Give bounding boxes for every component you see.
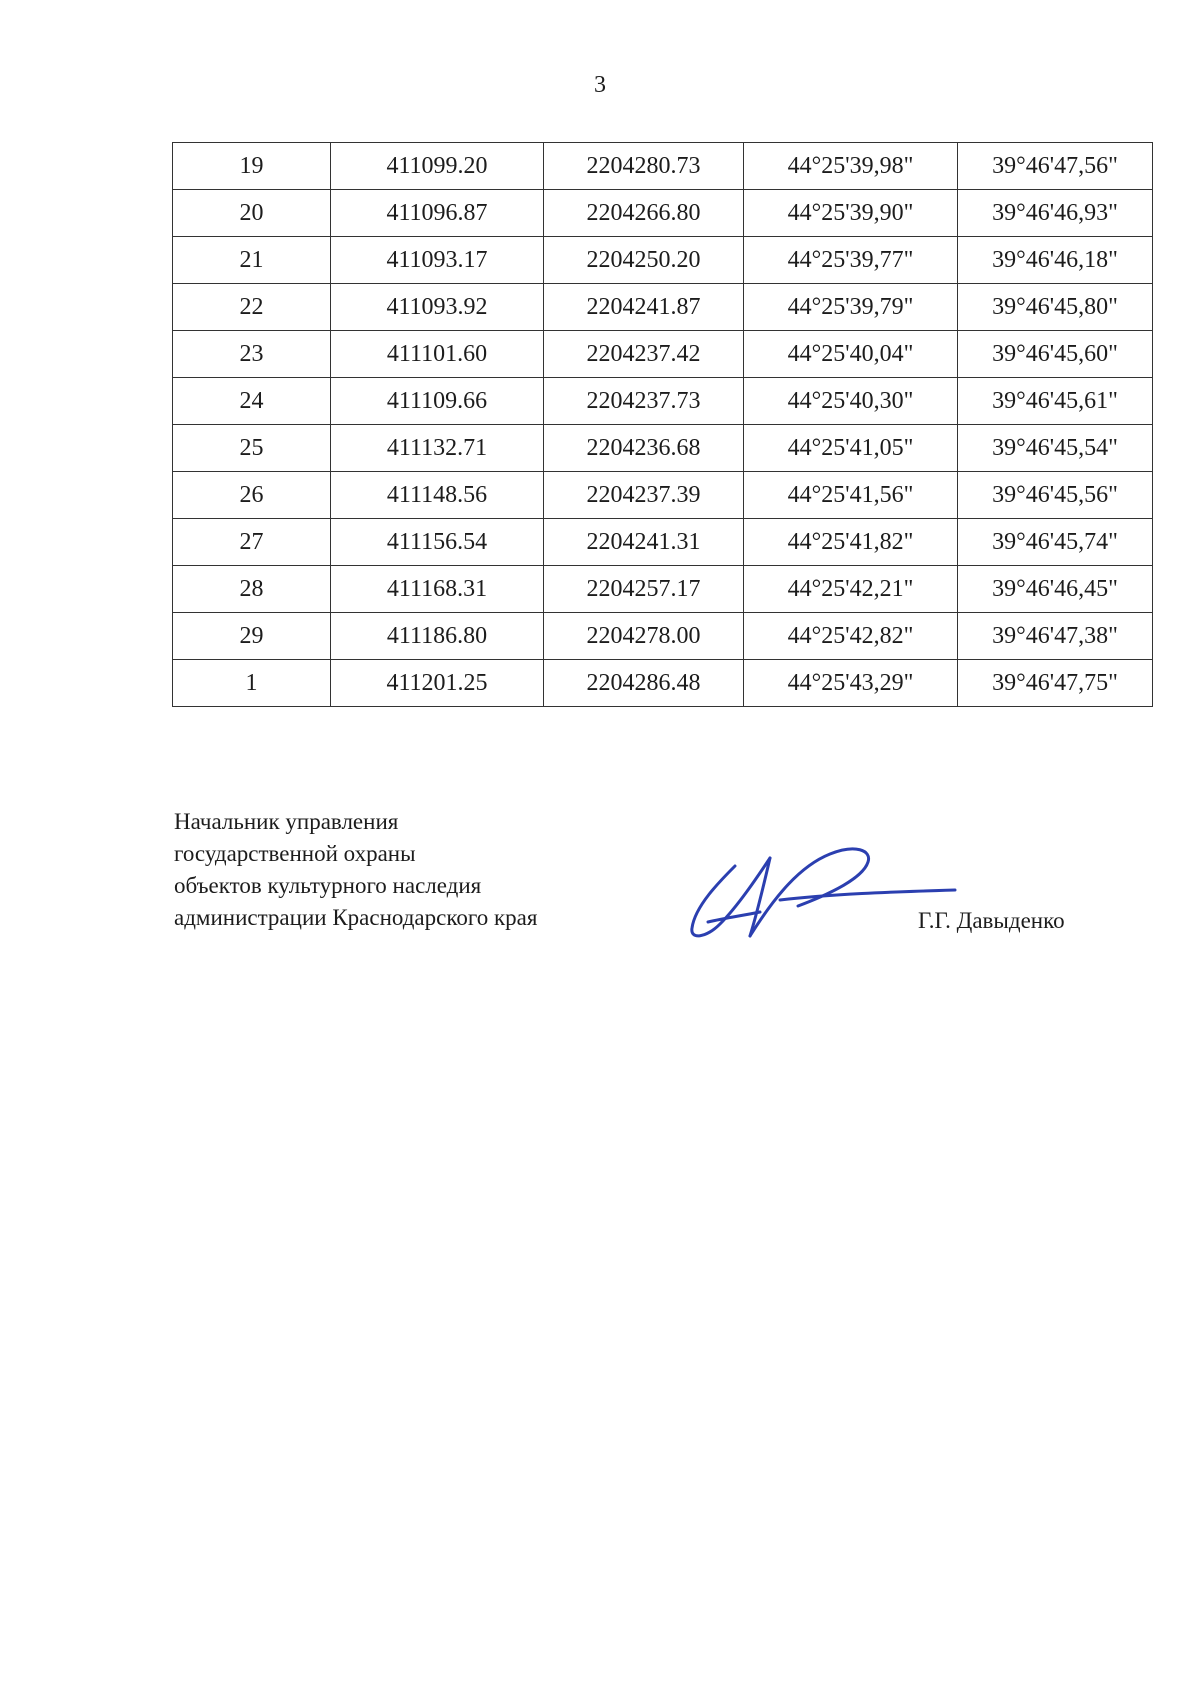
- latitude-cell: 44°25'39,90": [744, 190, 958, 237]
- x-coordinate-cell: 411093.17: [331, 237, 544, 284]
- point-number-cell: 19: [173, 143, 331, 190]
- signature-stroke: [780, 890, 955, 900]
- point-number-cell: 22: [173, 284, 331, 331]
- point-number-cell: 20: [173, 190, 331, 237]
- longitude-cell: 39°46'47,38": [958, 613, 1153, 660]
- longitude-cell: 39°46'47,56": [958, 143, 1153, 190]
- position-line: Начальник управления: [174, 809, 399, 834]
- table-row: [173, 378, 1153, 425]
- signature-stroke: [750, 858, 770, 936]
- point-number-cell: 28: [173, 566, 331, 613]
- y-coordinate-cell: 2204266.80: [544, 190, 744, 237]
- longitude-cell: 39°46'46,45": [958, 566, 1153, 613]
- y-coordinate-cell: 2204241.87: [544, 284, 744, 331]
- y-coordinate-cell: 2204237.73: [544, 378, 744, 425]
- y-coordinate-cell: 2204237.42: [544, 331, 744, 378]
- table-row: [173, 143, 1153, 190]
- longitude-cell: 39°46'46,18": [958, 237, 1153, 284]
- longitude-cell: 39°46'45,56": [958, 472, 1153, 519]
- signer-name: Г.Г. Давыденко: [918, 908, 1065, 933]
- y-coordinate-cell: 2204278.00: [544, 613, 744, 660]
- point-number-cell: 1: [173, 660, 331, 707]
- latitude-cell: 44°25'43,29": [744, 660, 958, 707]
- position-line: объектов культурного наследия: [174, 873, 482, 898]
- x-coordinate-cell: 411099.20: [331, 143, 544, 190]
- x-coordinate-cell: 411132.71: [331, 425, 544, 472]
- latitude-cell: 44°25'42,21": [744, 566, 958, 613]
- coordinates-table: [172, 142, 1153, 707]
- x-coordinate-cell: 411168.31: [331, 566, 544, 613]
- y-coordinate-cell: 2204241.31: [544, 519, 744, 566]
- point-number-cell: 27: [173, 519, 331, 566]
- point-number-cell: 23: [173, 331, 331, 378]
- longitude-cell: 39°46'46,93": [958, 190, 1153, 237]
- table-row: [173, 660, 1153, 707]
- signatory-position: [174, 806, 537, 934]
- signature-stroke: [708, 912, 760, 922]
- point-number-cell: 29: [173, 613, 331, 660]
- x-coordinate-cell: 411101.60: [331, 331, 544, 378]
- latitude-cell: 44°25'41,82": [744, 519, 958, 566]
- latitude-cell: 44°25'39,98": [744, 143, 958, 190]
- table-row: [173, 237, 1153, 284]
- x-coordinate-cell: 411148.56: [331, 472, 544, 519]
- table-row: [173, 566, 1153, 613]
- table-row: [173, 425, 1153, 472]
- x-coordinate-cell: 411201.25: [331, 660, 544, 707]
- table-row: [173, 519, 1153, 566]
- longitude-cell: 39°46'45,54": [958, 425, 1153, 472]
- x-coordinate-cell: 411156.54: [331, 519, 544, 566]
- latitude-cell: 44°25'41,05": [744, 425, 958, 472]
- table-row: [173, 190, 1153, 237]
- point-number-cell: 26: [173, 472, 331, 519]
- point-number-cell: 24: [173, 378, 331, 425]
- latitude-cell: 44°25'42,82": [744, 613, 958, 660]
- x-coordinate-cell: 411093.92: [331, 284, 544, 331]
- latitude-cell: 44°25'39,79": [744, 284, 958, 331]
- position-line: государственной охраны: [174, 841, 416, 866]
- point-number-cell: 25: [173, 425, 331, 472]
- y-coordinate-cell: 2204286.48: [544, 660, 744, 707]
- table-row: [173, 472, 1153, 519]
- y-coordinate-cell: 2204250.20: [544, 237, 744, 284]
- y-coordinate-cell: 2204280.73: [544, 143, 744, 190]
- x-coordinate-cell: 411096.87: [331, 190, 544, 237]
- latitude-cell: 44°25'41,56": [744, 472, 958, 519]
- x-coordinate-cell: 411186.80: [331, 613, 544, 660]
- x-coordinate-cell: 411109.66: [331, 378, 544, 425]
- handwritten-signature: [680, 836, 960, 956]
- latitude-cell: 44°25'39,77": [744, 237, 958, 284]
- table-row: [173, 331, 1153, 378]
- position-line: администрации Краснодарского края: [174, 905, 538, 930]
- latitude-cell: 44°25'40,30": [744, 378, 958, 425]
- point-number-cell: 21: [173, 237, 331, 284]
- longitude-cell: 39°46'45,80": [958, 284, 1153, 331]
- y-coordinate-cell: 2204237.39: [544, 472, 744, 519]
- page-number: 3: [594, 72, 606, 98]
- longitude-cell: 39°46'47,75": [958, 660, 1153, 707]
- table-row: [173, 613, 1153, 660]
- longitude-cell: 39°46'45,60": [958, 331, 1153, 378]
- latitude-cell: 44°25'40,04": [744, 331, 958, 378]
- longitude-cell: 39°46'45,74": [958, 519, 1153, 566]
- longitude-cell: 39°46'45,61": [958, 378, 1153, 425]
- y-coordinate-cell: 2204236.68: [544, 425, 744, 472]
- y-coordinate-cell: 2204257.17: [544, 566, 744, 613]
- table-row: [173, 284, 1153, 331]
